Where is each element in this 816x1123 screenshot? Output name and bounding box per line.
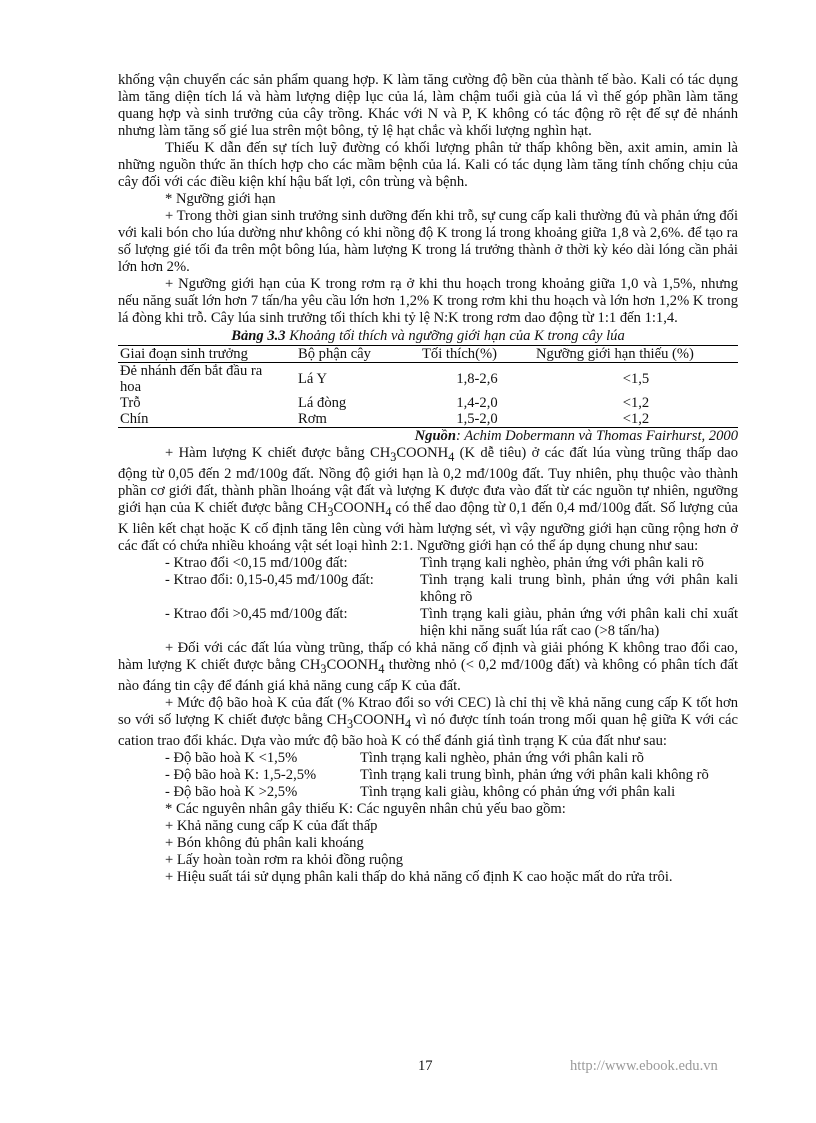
table-row — [118, 411, 738, 428]
list-item-desc: Tình trạng kali nghèo, phản ứng với phân kali rõ — [360, 749, 644, 766]
list-item-label: - Độ bão hoà K >2,5% — [165, 783, 298, 800]
table-caption — [118, 328, 738, 345]
table-cell: Trỗ — [120, 395, 141, 411]
list-item — [118, 750, 738, 767]
table-cell: Lá Y — [298, 371, 328, 387]
list-item-label: - Ktrao đổi <0,15 mđ/100g đất: — [165, 554, 348, 571]
paragraph: + Mức độ bão hoà K của đất (% Ktrao đổi so với CEC) là chỉ thị về khả năng cung cấp K tốt hơn so với số lượng K chiết được bằng $CH_3COONH_4$ vì nó được tính toán trong mối quan hệ giữa K với các cation trao đổi khác. Dựa vào mức độ bão hoà K có thể đánh giá tình trạng K của đất như sau: — [118, 694, 738, 749]
table-cell: Rơm — [288, 411, 420, 428]
list-item-label: - Ktrao đổi >0,45 mđ/100g đất: — [165, 605, 348, 622]
list-item — [118, 784, 738, 801]
section-heading: * Ngưỡng giới hạn — [165, 191, 276, 207]
paragraph: Thiếu K dẫn đến sự tích luỹ đường có khối lượng phân tử thấp không bền, axit amin, amin là những nguồn thức ăn thích hợp cho các mầm bệnh của lá. Kali có tác dụng làm tăng tính chống chịu của cây đối với các điều kiện khí hậu bất lợi, côn trùng và bệnh. — [118, 140, 738, 190]
table-header-cell: Ngưỡng giới hạn thiếu (%) — [534, 346, 738, 363]
list-item — [118, 606, 738, 640]
list-item-desc: Tình trạng kali giàu, phản ứng với phân kali chỉ xuất hiện khi năng suất lúa rất cao (>8 tấn/ha) — [420, 605, 738, 639]
list-item — [118, 572, 738, 606]
page-number: 17 — [418, 1058, 433, 1074]
page-content — [118, 72, 738, 886]
table-row — [118, 395, 738, 411]
list-item-label: - Độ bão hoà K: 1,5-2,5% — [165, 766, 317, 783]
causes-heading: * Các nguyên nhân gây thiếu K: Các nguyên nhân chủ yếu bao gồm: — [165, 800, 566, 817]
paragraph: + Hàm lượng K chiết được bằng $CH_3COONH_4$ (K dễ tiêu) ở các đất lúa vùng trũng thấp dao động từ 0,05 đến 2 mđ/100g đất. Nồng độ giới hạn là 0,2 mđ/100g đất. Tuy nhiên, phụ thuộc vào thành phần cơ giới đất, thành phần lhoáng vật đất và lượng K được đưa vào đất từ các nguồn tự nhiên, ngưỡng giới hạn của K chiết được bằng $CH_3COONH_4$ có thể dao động từ 0,1 đến 0,4 mđ/100g đất. Số lượng của K liên kết chạt hoặc K cố định tăng lên cùng với hàm lượng sét, vì vậy ngưỡng giới hạn cũng rộng hơn ở các đất có chứa nhiều khoáng vật sét loại hình 2:1. Ngưỡng giới hạn có thể áp dụng chung như sau: — [118, 445, 739, 554]
table-source — [118, 428, 738, 445]
table-cell: <1,2 — [622, 395, 650, 411]
table-cell: Đẻ nhánh đến bắt đầu ra hoa — [120, 363, 263, 395]
footer-url: http://www.ebook.edu.vn — [570, 1058, 718, 1074]
table-cell: Lá đòng — [298, 395, 347, 411]
paragraph: + Đối với các đất lúa vùng trũng, thấp có khả năng cố định và giải phóng K không trao đổi cao, hàm lượng K chiết được bằng $CH_3COONH_4$ thường nhỏ (< 0,2 mđ/100g đất) và không có phân tích đất nào đáng tin cậy để đánh giá khả năng cung cấp K của đất. — [118, 639, 738, 694]
list-item-desc: Tình trạng kali trung bình, phản ứng với phân kali không rõ — [360, 766, 709, 783]
table-source-label: Nguồn — [414, 428, 456, 444]
list-item — [118, 767, 738, 784]
paragraph: + Trong thời gian sinh trưởng sinh dưỡng đến khi trỗ, sự cung cấp kali thường đủ và phản ứng đối với kali bón cho lúa dường như không có khi nồng độ K trong lá trong khoảng giữa 1,8 và 2,6%. để tạo ra số lượng gié tối đa trên một bông lúa, hàm lượng K trong lá trưởng thành ở thời kỳ kéo dài lóng cần phải lớn hơn 2%. — [118, 208, 738, 275]
table-header-cell: Giai đoạn sinh trưởng — [118, 346, 288, 363]
table-cell: 1,4-2,0 — [456, 395, 498, 411]
table-header-cell: Bộ phận cây — [288, 346, 420, 363]
table-caption-number: Bảng 3.3 — [231, 328, 286, 344]
cause-item: + Hiệu suất tái sử dụng phân kali thấp do khả năng cố định K cao hoặc mất do rửa trôi. — [165, 868, 673, 885]
cause-item: + Lấy hoàn toàn rơm ra khỏi đồng ruộng — [165, 851, 404, 868]
data-table — [118, 345, 738, 428]
table-header-row — [118, 346, 738, 363]
table-cell: <1,5 — [622, 371, 650, 387]
table-cell: 1,8-2,6 — [456, 371, 498, 387]
table-caption-text: Khoảng tối thích và ngưỡng giới hạn của K trong cây lúa — [285, 328, 625, 344]
table-cell: Chín — [118, 411, 288, 428]
paragraph: + Ngưỡng giới hạn của K trong rơm rạ ở khi thu hoạch trong khoảng giữa 1,0 và 1,5%, nhưng nếu năng suất lớn hơn 7 tấn/ha yêu cầu lớn hơn 1,2% K trong rơm khi thu hoạch và lớn hơn 1,2% K trong lá đòng khi trỗ. Cây lúa sinh trưởng tối thích khi tỷ lệ N:K trong rơm dao động từ 1:1 đến 1:1,4. — [118, 276, 738, 326]
list-item-desc: Tình trạng kali nghèo, phản ứng với phân kali rõ — [420, 554, 704, 571]
cause-item: + Khả năng cung cấp K của đất thấp — [165, 817, 378, 834]
cause-item: + Bón không đủ phân kali khoáng — [165, 834, 364, 851]
list-item-label: - Độ bão hoà K <1,5% — [165, 749, 298, 766]
list-item-label: - Ktrao đổi: 0,15-0,45 mđ/100g đất: — [165, 571, 374, 588]
list-item-desc: Tình trạng kali trung bình, phản ứng với phân kali không rõ — [420, 571, 738, 605]
table-header-cell: Tối thích(%) — [420, 346, 534, 363]
list-item — [118, 555, 738, 572]
table-cell: <1,2 — [534, 411, 738, 428]
list-item-desc: Tình trạng kali giàu, không có phản ứng với phân kali — [360, 783, 676, 800]
table-cell: 1,5-2,0 — [420, 411, 534, 428]
table-source-text: : Achim Dobermann và Thomas Fairhurst, 2000 — [455, 428, 738, 444]
paragraph: khống vận chuyển các sản phẩm quang hợp. K làm tăng cường độ bền của thành tế bào. Kali có tác dụng làm tăng diện tích lá và hàm lượng diệp lục của lá, làm chậm tuổi già của lá vì thế góp phần làm tăng quang hợp và sinh trưởng của cây trồng. Khác với N và P, K không có tác động rõ rệt đế sự đẻ nhánh nhưng làm tăng số gié lua strên một bông, tỷ lệ hạt chắc và khối lượng nghìn hạt. — [118, 72, 738, 139]
table-row — [118, 363, 738, 396]
